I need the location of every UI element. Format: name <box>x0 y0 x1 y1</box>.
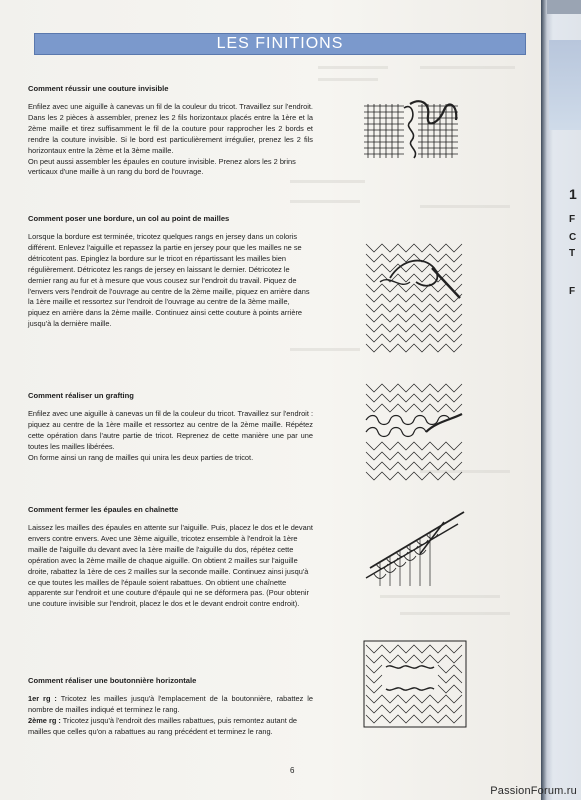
adjacent-page-glyph: C <box>569 232 577 243</box>
row-text: Tricotez jusqu'à l'endroit des mailles rabattues, puis remontez autant de mailles que celles qu'on a rabattues au rang précédent et terminez le rang. <box>28 715 298 736</box>
section-heading: Comment fermer les épaules en chaînette <box>28 505 179 514</box>
section-paragraph: On forme ainsi un rang de mailles qui unira les deux parties de tricot. <box>28 452 254 462</box>
row-label: 1er rg : <box>28 694 57 703</box>
section-heading: Comment réaliser un grafting <box>28 391 134 400</box>
page-title: LES FINITIONS <box>216 35 344 52</box>
section-paragraph: Lorsque la bordure est terminée, tricotez quelques rangs en jersey dans un coloris différent. Enlevez l'aiguille et repassez la partie en jersey pour que les mailles ne se détricotent pas. Epinglez la bordure sur le tricot en répartissant les mailles bien régulièrement. Détricotez les rangs de jersey en laissant le dernier. Détricotez le dernier rang au fur et à mesure que vous cousez sur l'endroit du travail. Piquez de l'envers vers l'endroit de l'ouvrage au centre de la 2ème maille, piquez en arrière dans la 1ère maille et ressortez sur l'endroit de l'ouvrage au centre de la 3ème maille, piquez en arrière dans la 2ème maille. Continuez ainsi cette couture à points arrière jusqu'à la dernière maille. <box>28 232 310 329</box>
section-invisible-seam <box>28 84 313 178</box>
show-through-text <box>420 205 510 208</box>
section-border-collar <box>28 214 313 330</box>
adjacent-page-edge <box>541 0 581 800</box>
show-through-text <box>318 66 388 69</box>
row-label: 2ème rg : <box>28 715 61 725</box>
show-through-text <box>380 595 500 598</box>
section-grafting <box>28 391 313 464</box>
section-paragraph: Enfilez avec une aiguille à canevas un fil de la couleur du tricot. Travaillez sur l'endroit. Dans les 2 pièces à assembler, prenez les 2 fils horizontaux placés entre la 1ère et la 2ème maille et tirez suffisamment le fil de la couture pour rapprocher les 2 bords et rendre la couture invisible. Si le bord est particulièrement irrégulier, prenez les 2 fils horizontaux entre la 2ème et la 3ème maille. <box>28 102 313 155</box>
show-through-text <box>290 180 365 183</box>
adjacent-page-glyph: T <box>569 248 576 259</box>
border-collar-illustration <box>360 238 468 360</box>
watermark: PassionForum.ru <box>490 785 577 797</box>
adjacent-page-photo <box>549 40 581 130</box>
buttonhole-illustration <box>360 637 468 729</box>
section-paragraph: On peut aussi assembler les épaules en couture invisible. Prenez alors les 2 brins verticaux d'une maille à un rang du bord de l'ouvrage. <box>28 156 296 177</box>
section-heading: Comment réussir une couture invisible <box>28 84 169 93</box>
row-text: Tricotez les mailles jusqu'à l'emplacement de la boutonnière, rabattez le nombre de mailles indiqué et terminez le rang. <box>28 694 314 714</box>
adjacent-page-glyph: 1 <box>569 186 577 202</box>
show-through-text <box>420 66 515 69</box>
show-through-text <box>290 200 360 203</box>
show-through-text <box>318 78 378 81</box>
show-through-text <box>290 348 360 351</box>
section-heading: Comment poser une bordure, un col au point de mailles <box>28 214 230 223</box>
section-row <box>28 694 313 716</box>
section-header-bar <box>34 33 526 55</box>
show-through-text <box>400 612 510 615</box>
section-heading: Comment réaliser une boutonnière horizontale <box>28 676 197 685</box>
adjacent-page-glyph: F <box>569 214 576 225</box>
section-shoulder-chain <box>28 505 313 610</box>
adjacent-page-glyph: F <box>569 286 576 297</box>
section-paragraph: Laissez les mailles des épaules en attente sur l'aiguille. Puis, placez le dos et le devant envers contre envers. Avec une 3ème aiguille, tricotez ensemble à l'endroit la 1ère maille de l'aiguille du devant avec la 1ère maille de l'aiguille du dos, répétez cette opération avec la 2ème maille de chaque aiguille. On obtient 2 mailles sur l'aiguille droite, rabattez la 1ère de ces 2 mailles sur la seconde maille. Continuez ainsi jusqu'à ce que toutes les mailles de l'épaule soient rabattues. On obtient une chaînette apparente sur l'endroit et une couture d'épaule qui ne se déformera pas. (Pour obtenir une couture invisible sur l'endroit, placez le dos et le devant endroit contre endroit). <box>28 523 313 609</box>
section-paragraph: Enfilez avec une aiguille à canevas un fil de la couleur du tricot. Travaillez sur l'endroit : piquez au centre de la 1ère maille et ressortez au centre de la 2ème maille. Répétez cette opération dans l'autre partie de tricot. Reprenez de cette manière une par une toutes les mailles libérées. <box>28 409 313 451</box>
shoulder-chain-illustration <box>360 508 468 592</box>
section-row <box>28 716 313 738</box>
page-number: 6 <box>290 766 295 775</box>
section-buttonhole <box>28 676 313 738</box>
invisible-seam-illustration <box>360 96 468 176</box>
adjacent-page-strip <box>547 0 581 14</box>
grafting-illustration <box>360 378 468 490</box>
